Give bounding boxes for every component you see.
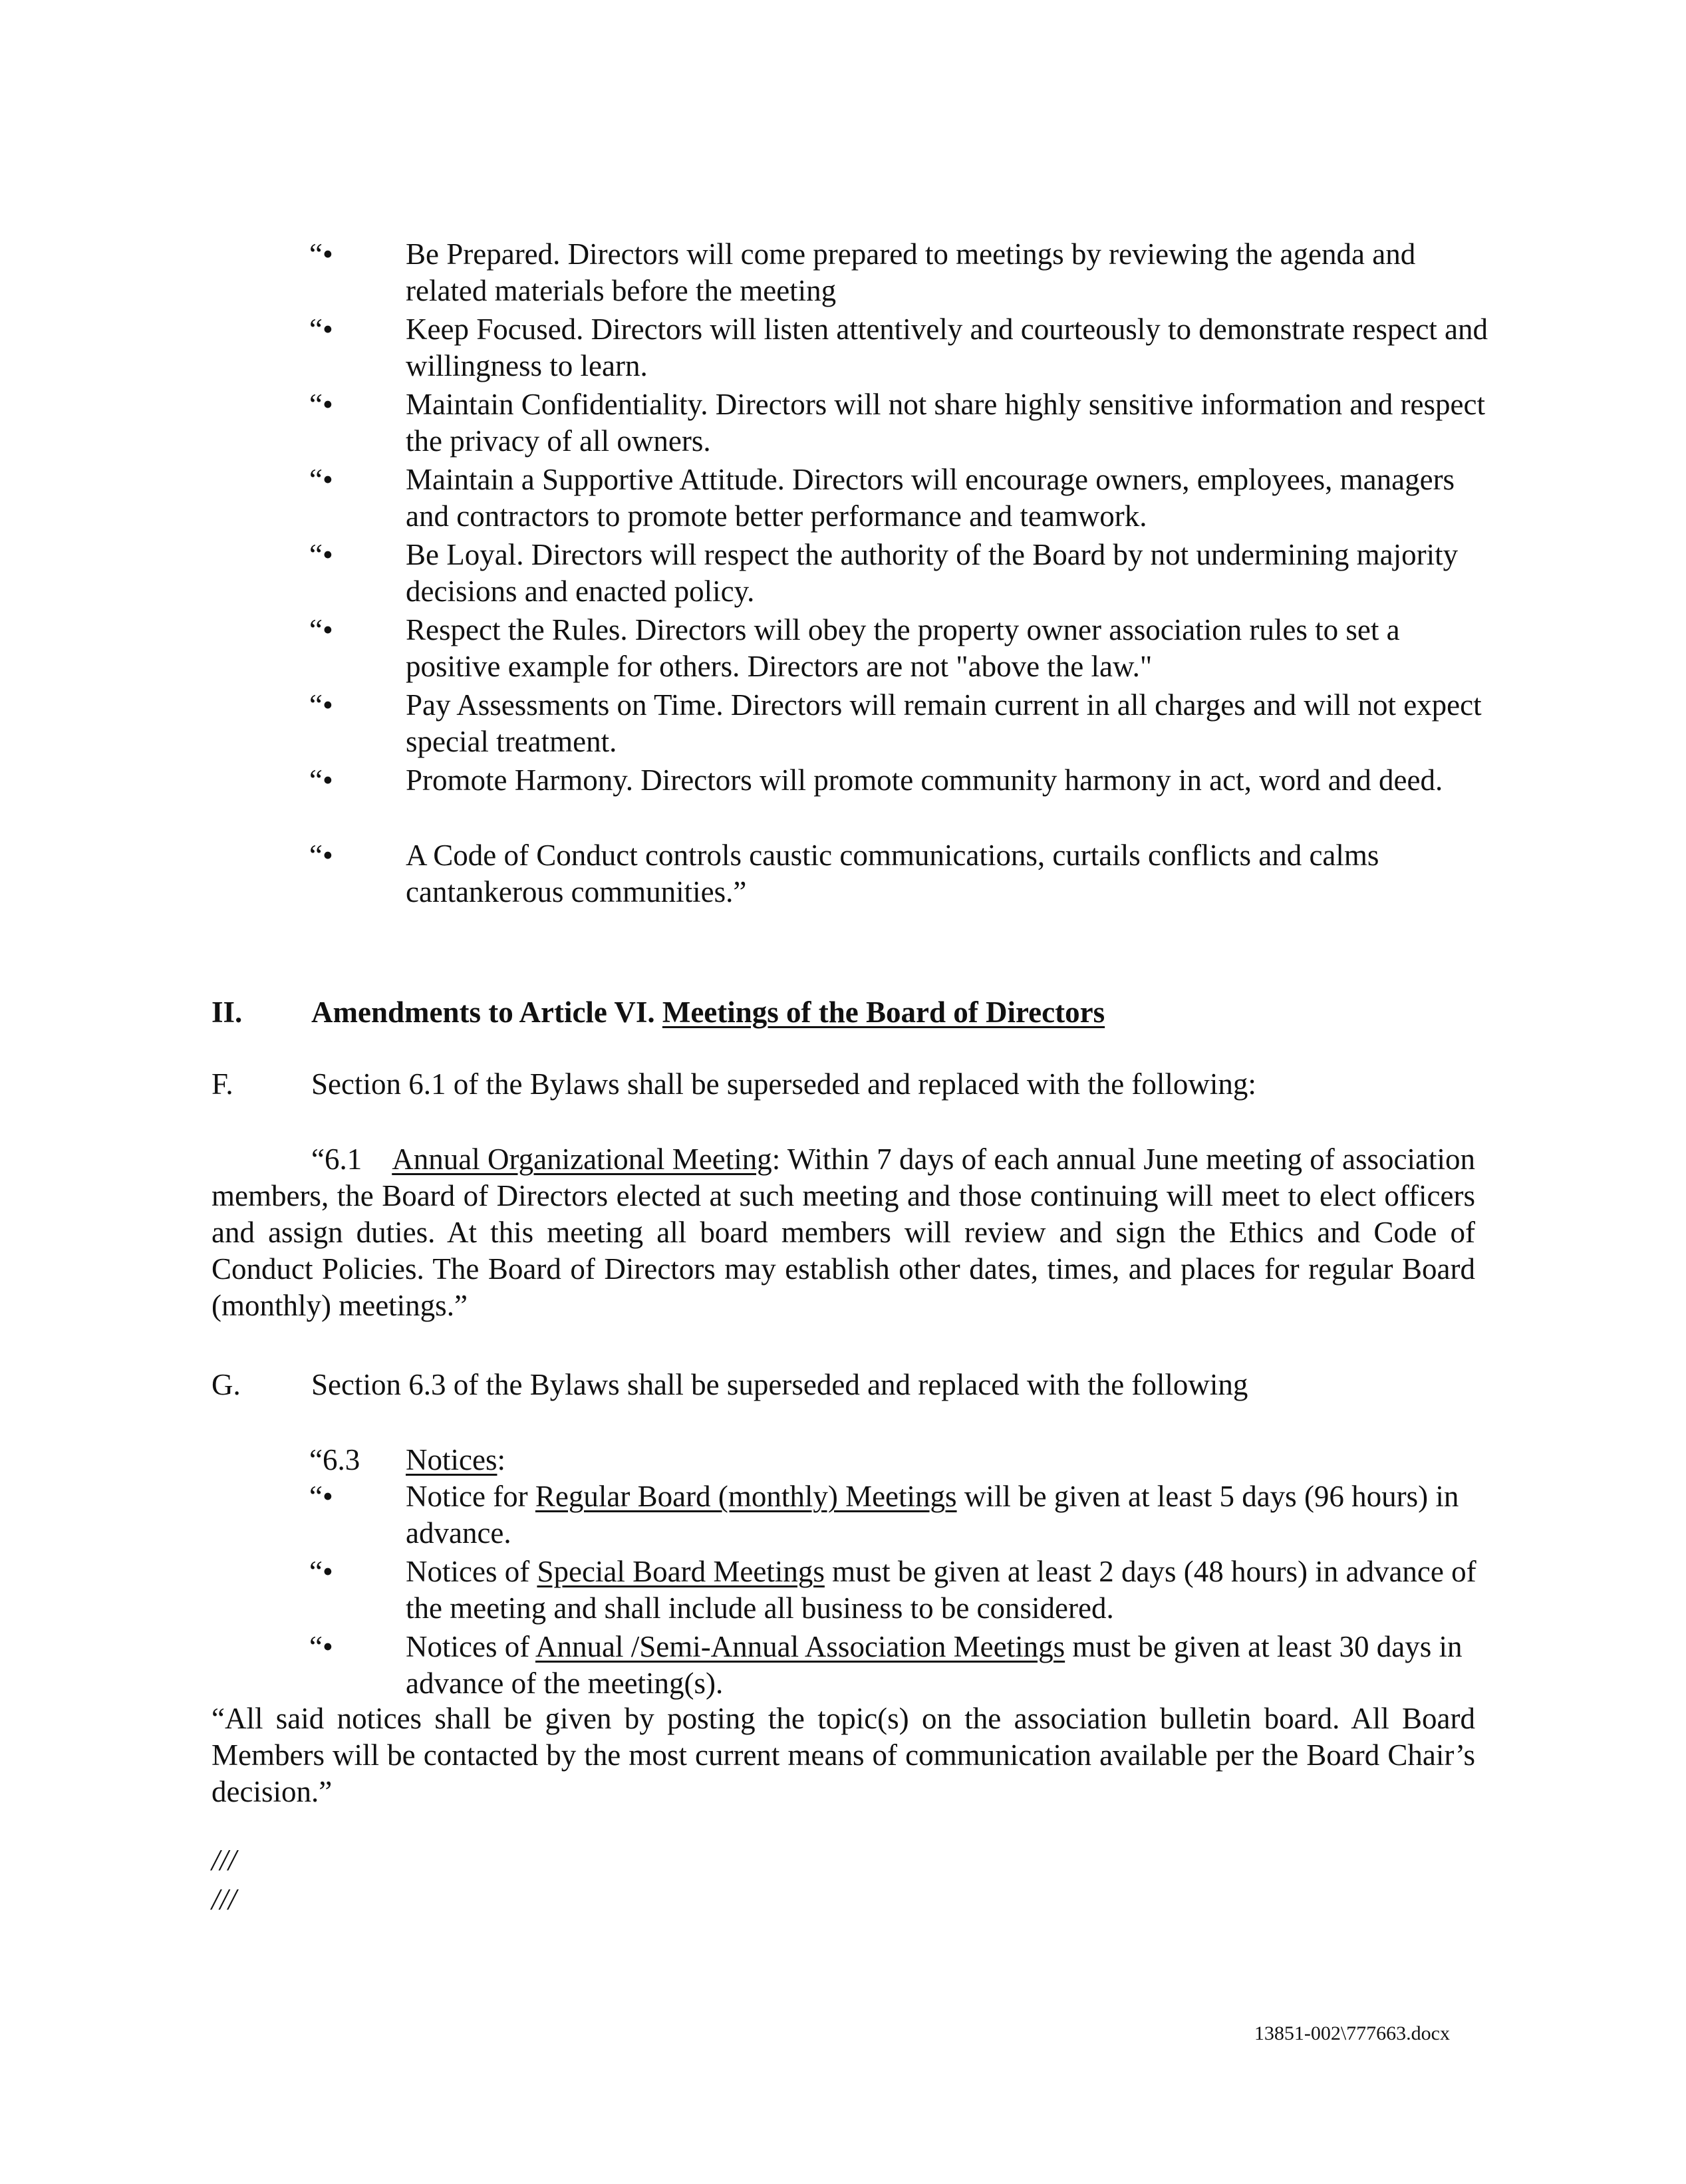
bullet-mark: “• <box>309 463 333 496</box>
section-title: Meetings of the Board of Directors <box>662 996 1105 1029</box>
section-title: Annual Organizational Meeting <box>392 1143 772 1176</box>
bullet-mark: “• <box>309 313 333 346</box>
section-number: II. <box>211 996 243 1029</box>
notice-text-post: must be given at least 2 days (48 hours) in advance of the meeting and shall include all business to be considered. <box>406 1555 1476 1625</box>
conduct-item-text: A Code of Conduct controls caustic communications, curtails conflicts and calms cantankerous communities.” <box>406 839 1379 908</box>
closing-paragraph: “All said notices shall be given by posting the topic(s) on the association bulletin board. All Board Members will be contacted by the most current means of communication available per the Board Chair’s decision.” <box>211 1702 1475 1808</box>
section-heading-text <box>311 994 1105 1031</box>
conduct-item-text: Promote Harmony. Directors will promote community harmony in act, word and deed. <box>406 763 1443 797</box>
conduct-item-text: Pay Assessments on Time. Directors will remain current in all charges and will not expect special treatment. <box>406 688 1482 758</box>
continuation-slashes: /// <box>211 1883 237 1916</box>
conduct-item-text: Be Loyal. Directors will respect the authority of the Board by not undermining majority decisions and enacted policy. <box>406 538 1459 608</box>
bullet-mark: “• <box>309 1480 333 1513</box>
continuation-slashes: /// <box>211 1843 237 1877</box>
notice-item-text <box>406 1478 1496 1552</box>
notice-meeting-type: Annual /Semi-Annual Association Meetings <box>535 1630 1065 1663</box>
section-lead: Amendments to Article VI. <box>311 996 655 1029</box>
bullet-mark: “• <box>309 839 333 872</box>
bullet-mark: “• <box>309 613 333 646</box>
notice-item-text <box>406 1629 1496 1702</box>
section-6-1-paragraph <box>211 1141 1475 1324</box>
bullet-mark: “• <box>309 538 333 571</box>
bullet-mark: “• <box>309 688 333 722</box>
section-body: : Within 7 days of each annual June meeting of association members, the Board of Directors elected at such meeting and those continuing will meet to elect officers and assign duties. At this meeting all board members will review and sign the Ethics and Code of Conduct Policies. The Board of Directors may establish other dates, times, and places for regular Board (monthly) meetings.” <box>211 1143 1475 1322</box>
document-footer-id: 13851-002\777663.docx <box>1254 2022 1450 2044</box>
section-title-suffix: : <box>497 1443 505 1476</box>
conduct-item-text: Maintain a Supportive Attitude. Directors will encourage owners, employees, managers and contractors to promote better performance and teamwork. <box>406 463 1455 533</box>
section-title: Notices <box>406 1443 497 1476</box>
section-title-line <box>406 1442 1496 1478</box>
notice-text-pre: Notice for <box>406 1480 535 1513</box>
bullet-mark: “• <box>309 237 333 271</box>
paragraph-label: F. <box>211 1067 233 1101</box>
bullet-mark: “• <box>309 1630 333 1663</box>
conduct-item-text: Be Prepared. Directors will come prepared to meetings by reviewing the agenda and related materials before the meeting <box>406 237 1416 307</box>
paragraph-label: G. <box>211 1368 241 1401</box>
notice-meeting-type: Regular Board (monthly) Meetings <box>535 1480 957 1513</box>
section-number: “6.3 <box>309 1443 360 1476</box>
section-number: “6.1 <box>311 1143 362 1176</box>
conduct-item-text: Maintain Confidentiality. Directors will not share highly sensitive information and respect the privacy of all owners. <box>406 388 1485 458</box>
paragraph-text: Section 6.1 of the Bylaws shall be superseded and replaced with the following: <box>311 1067 1256 1101</box>
notice-text-post: will be given at least 5 days (96 hours) in advance. <box>406 1480 1459 1550</box>
conduct-item-text: Respect the Rules. Directors will obey the property owner association rules to set a positive example for others. Directors are not "above the law." <box>406 613 1400 683</box>
bullet-mark: “• <box>309 388 333 421</box>
notice-text-post: must be given at least 30 days in advance of the meeting(s). <box>406 1630 1463 1700</box>
notice-text-pre: Notices of <box>406 1630 535 1663</box>
notice-text-pre: Notices of <box>406 1555 537 1588</box>
bullet-mark: “• <box>309 763 333 797</box>
notice-item-text <box>406 1554 1496 1627</box>
conduct-item-text: Keep Focused. Directors will listen attentively and courteously to demonstrate respect and willingness to learn. <box>406 313 1488 382</box>
bullet-mark: “• <box>309 1555 333 1588</box>
paragraph-text: Section 6.3 of the Bylaws shall be superseded and replaced with the following <box>311 1368 1248 1401</box>
notice-meeting-type: Special Board Meetings <box>537 1555 825 1588</box>
